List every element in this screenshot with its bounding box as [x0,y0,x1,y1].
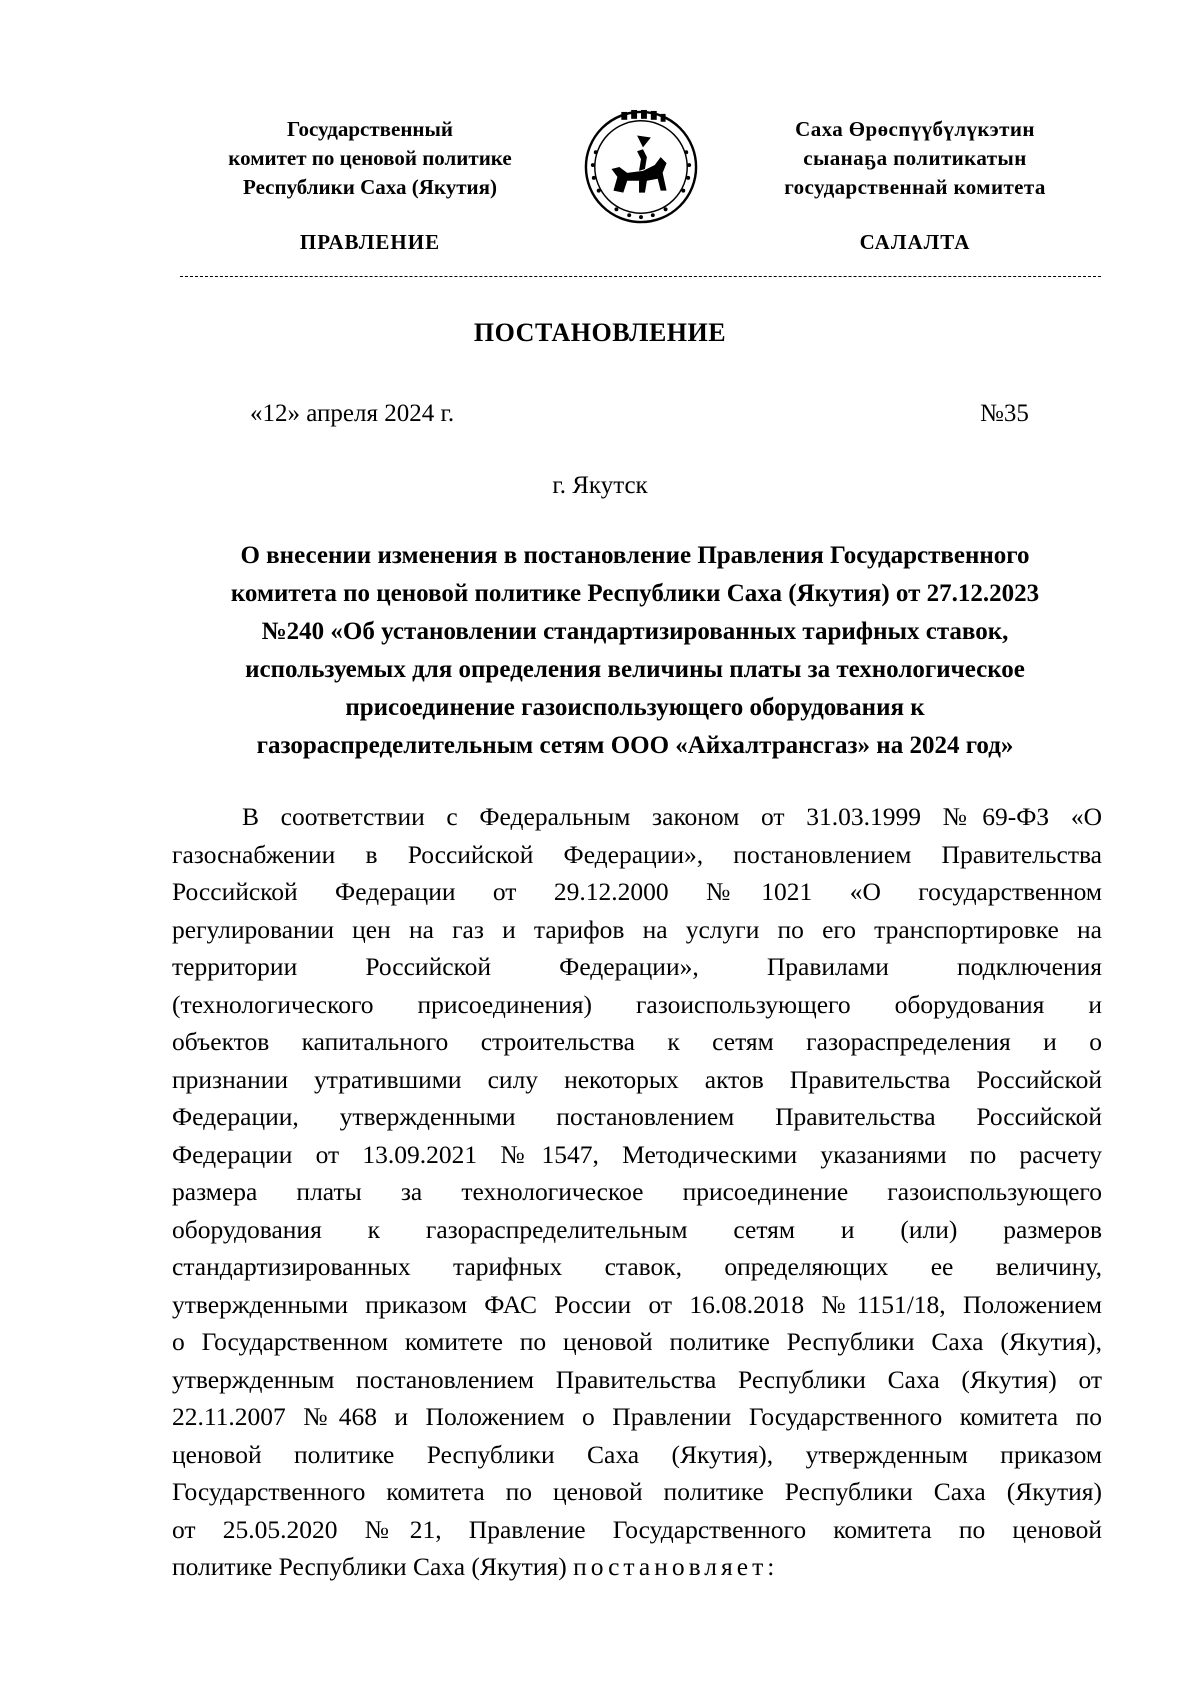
header-right-subtitle: САЛАЛТА [859,230,971,254]
document-date: «12» апреля 2024 г. [250,400,455,427]
header-right-line: Саха Өрөспүүбүлүкэтин [795,117,1035,141]
header-divider [180,276,1101,277]
body-line: о Государственном комитете по ценовой политике Республики Саха (Якутия), [172,1327,1102,1356]
body-line: утвержденным постановлением Правительства Республики Саха (Якутия) от [172,1364,1102,1394]
subject-line: присоединение газоиспользующего оборудования к [345,694,925,721]
body-line: Федерации от 13.09.2021 №1547, Методическими указаниями по расчету [172,1139,1102,1169]
header-left-line: комитет по ценовой политике [228,146,512,170]
body-line: Федерации, утвержденными постановлением Правительства Российской [172,1102,1102,1131]
document-subject [170,537,1100,765]
body-line: Российской Федерации от 29.12.2000 №1021 «О государственном [172,877,1102,906]
subject-line: комитета по ценовой политике Республики Саха (Якутия) от 27.12.2023 [230,580,1040,607]
header-right-line: сыанаҕа политикатын [803,146,1027,170]
body-line: регулировании цен на газ и тарифов на услуги по его транспортировке на [172,914,1102,944]
body-line: от 25.05.2020 №21, Правление Государственного комитета по ценовой [172,1514,1102,1544]
body-line: В соответствии с Федеральным законом от 31.03.1999 №69-ФЗ «О [242,802,1102,831]
body-line: 22.11.2007 №468 и Положением о Правлении Государственного комитета по [172,1402,1102,1431]
sakha-emblem-icon [582,108,700,226]
document-title: ПОСТАНОВЛЕНИЕ [473,318,727,347]
subject-line: используемых для определения величины платы за технологическое [245,656,1025,683]
body-line: газоснабжении в Российской Федерации», постановлением Правительства [172,839,1102,869]
header-left-line: Государственный [286,117,454,141]
body-line: Государственного комитета по ценовой политике Республики Саха (Якутия) [172,1477,1102,1506]
document-city: г. Якутск [552,472,648,499]
body-paragraph [172,798,1102,1586]
body-line: ценовой политике Республики Саха (Якутия), утвержденным приказом [172,1439,1102,1469]
header-left-org-name [170,115,570,202]
subject-line: О внесении изменения в постановление Правления Государственного [240,542,1030,569]
subject-line: №240 «Об установлении стандартизированных тарифных ставок, [261,618,1009,645]
body-line: оборудования к газораспределительным сетям и (или) размеров [172,1214,1102,1244]
body-line: объектов капитального строительства к сетям газораспределения и о [172,1027,1102,1056]
subject-line: газораспределительным сетям ООО «Айхалтрансгаз» на 2024 год» [256,732,1014,759]
body-final-prefix: политике Республики Саха (Якутия) [172,1552,574,1581]
body-line: утвержденными приказом ФАС России от 16.08.2018 №1151/18, Положением [172,1289,1102,1319]
header-right-line: государственнай комитета [784,175,1046,199]
header-right-org-name [730,115,1100,202]
header-left-line: Республики Саха (Якутия) [243,175,497,199]
body-line: территории Российской Федерации», Правилами подключения [172,952,1102,981]
body-line: размера платы за технологическое присоединение газоиспользующего [172,1177,1102,1206]
body-line: (технологического присоединения) газоиспользующего оборудования и [172,989,1102,1019]
body-final-line [172,1548,1102,1586]
body-line: признании утратившими силу некоторых актов Правительства Российской [172,1064,1102,1094]
header-left-subtitle: ПРАВЛЕНИЕ [299,230,441,254]
body-line: стандартизированных тарифных ставок, определяющих ее величину, [172,1252,1102,1281]
resolution-verb: постановляет: [573,1552,779,1581]
document-number: №35 [980,400,1029,427]
